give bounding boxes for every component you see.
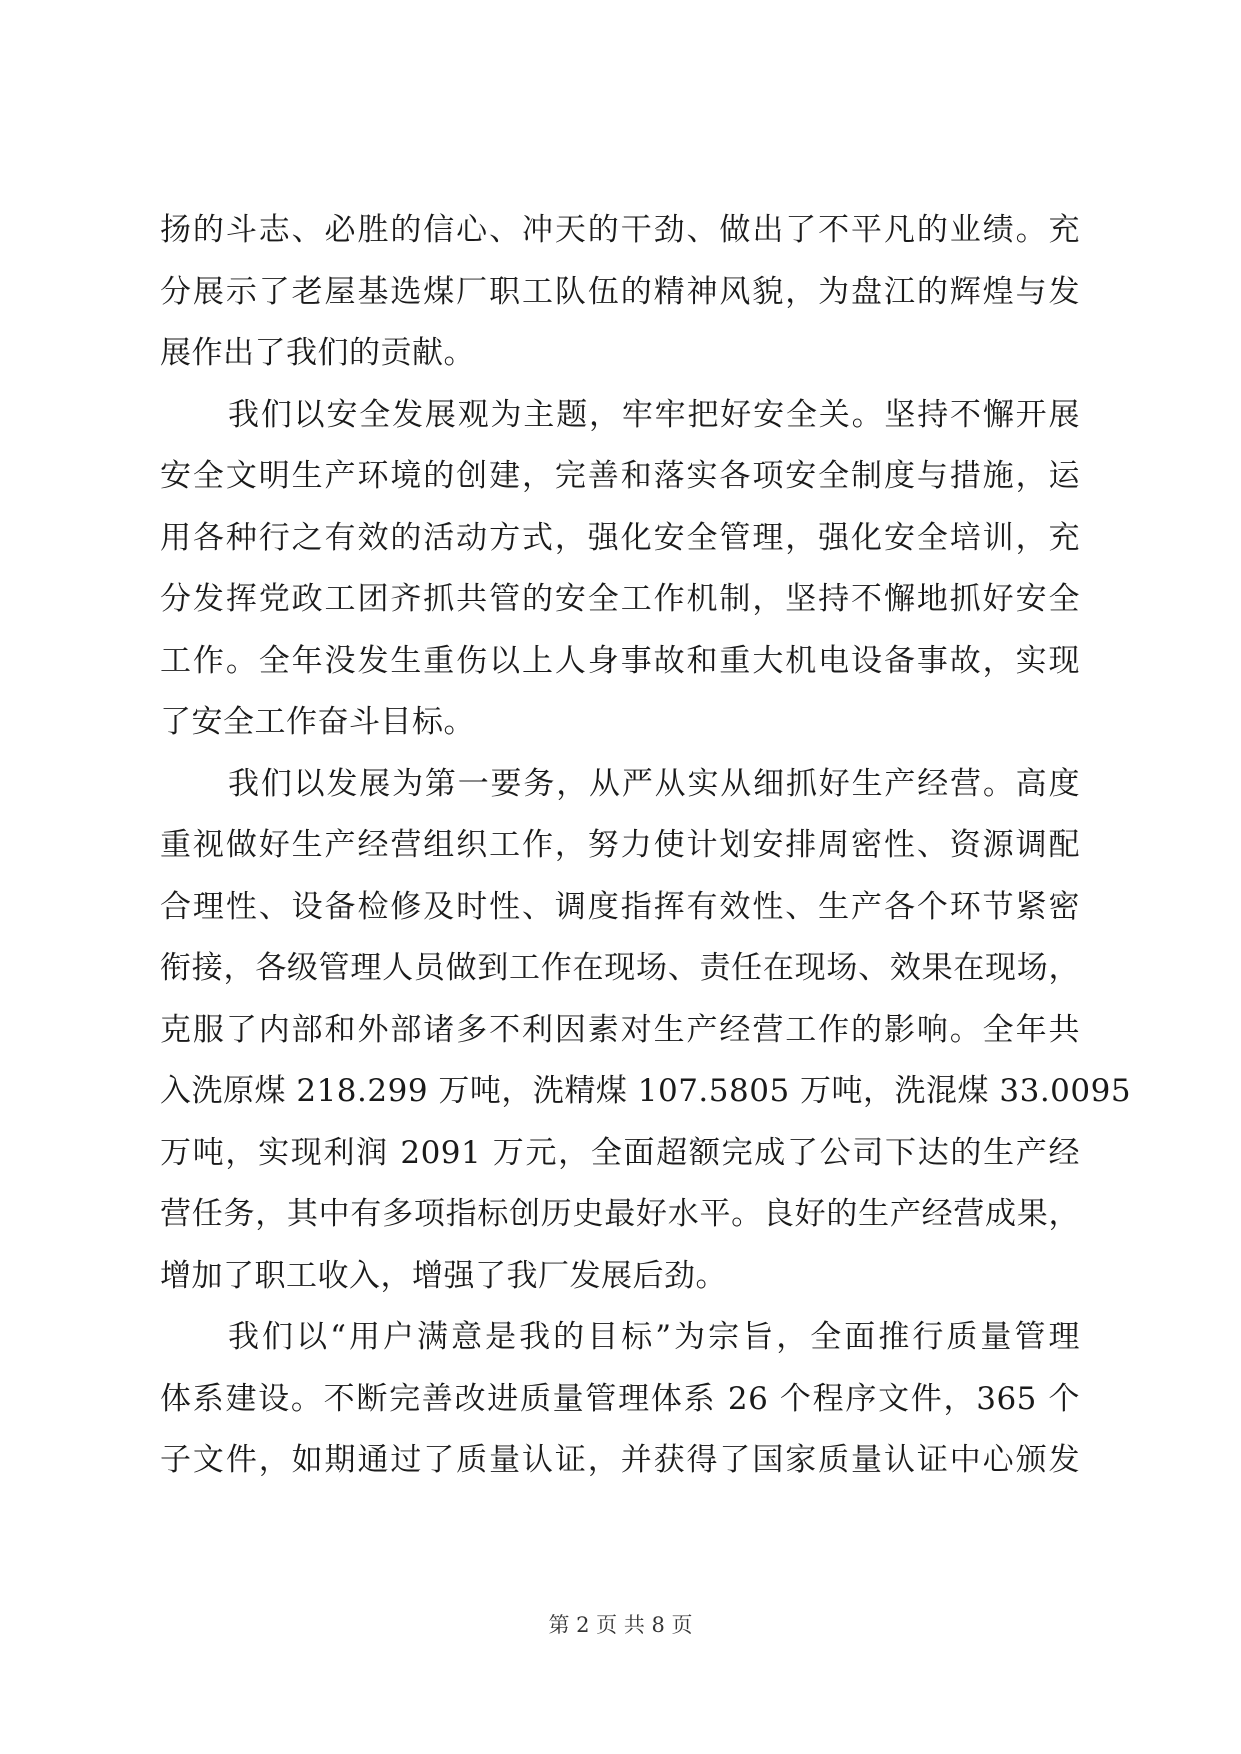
page-number-footer: 第 2 页 共 8 页 xyxy=(548,1613,693,1637)
text-line: 安全文明生产环境的创建，完善和落实各项安全制度与措施，运 xyxy=(160,458,1080,494)
text-line: 重视做好生产经营组织工作，努力使计划安排周密性、资源调配 xyxy=(160,827,1080,863)
text-line: 合理性、设备检修及时性、调度指挥有效性、生产各个环节紧密 xyxy=(160,888,1080,925)
text-line: 工作。全年没发生重伤以上人身事故和重大机电设备事故，实现 xyxy=(160,642,1080,679)
text-line: 入洗原煤 218.299 万吨，洗精煤 107.5805 万吨，洗混煤 33.0095 xyxy=(160,1073,1132,1109)
paragraph-first-line: 我们以安全发展观为主题，牢牢把好安全关。坚持不懈开展 xyxy=(228,396,1080,433)
paragraph-first-line: 我们以“用户满意是我的目标”为宗旨，全面推行质量管理 xyxy=(228,1319,1080,1355)
text-line: 子文件，如期通过了质量认证，并获得了国家质量认证中心颁发 xyxy=(160,1442,1080,1478)
text-line: 增加了职工收入，增强了我厂发展后劲。 xyxy=(160,1257,727,1294)
text-line: 展作出了我们的贡献。 xyxy=(160,335,475,371)
text-line: 营任务，其中有多项指标创历史最好水平。良好的生产经营成果， xyxy=(160,1196,1080,1232)
text-line: 分发挥党政工团齐抓共管的安全工作机制，坚持不懈地抓好安全 xyxy=(160,581,1080,617)
text-line: 衔接，各级管理人员做到工作在现场、责任在现场、效果在现场， xyxy=(160,950,1080,986)
text-line: 体系建设。不断完善改进质量管理体系 26 个程序文件，365 个 xyxy=(160,1380,1080,1417)
body-text xyxy=(160,200,1132,1492)
text-line: 克服了内部和外部诸多不利因素对生产经营工作的影响。全年共 xyxy=(160,1011,1080,1048)
text-line: 分展示了老屋基选煤厂职工队伍的精神风貌，为盘江的辉煌与发 xyxy=(160,273,1080,310)
paragraph-first-line: 我们以发展为第一要务，从严从实从细抓好生产经营。高度 xyxy=(228,765,1080,802)
text-line: 了安全工作奋斗目标。 xyxy=(160,704,475,740)
text-line: 扬的斗志、必胜的信心、冲天的干劲、做出了不平凡的业绩。充 xyxy=(160,212,1080,248)
text-line: 万吨，实现利润 2091 万元，全面超额完成了公司下达的生产经 xyxy=(160,1134,1080,1171)
text-line: 用各种行之有效的活动方式，强化安全管理，强化安全培训，充 xyxy=(160,519,1080,556)
